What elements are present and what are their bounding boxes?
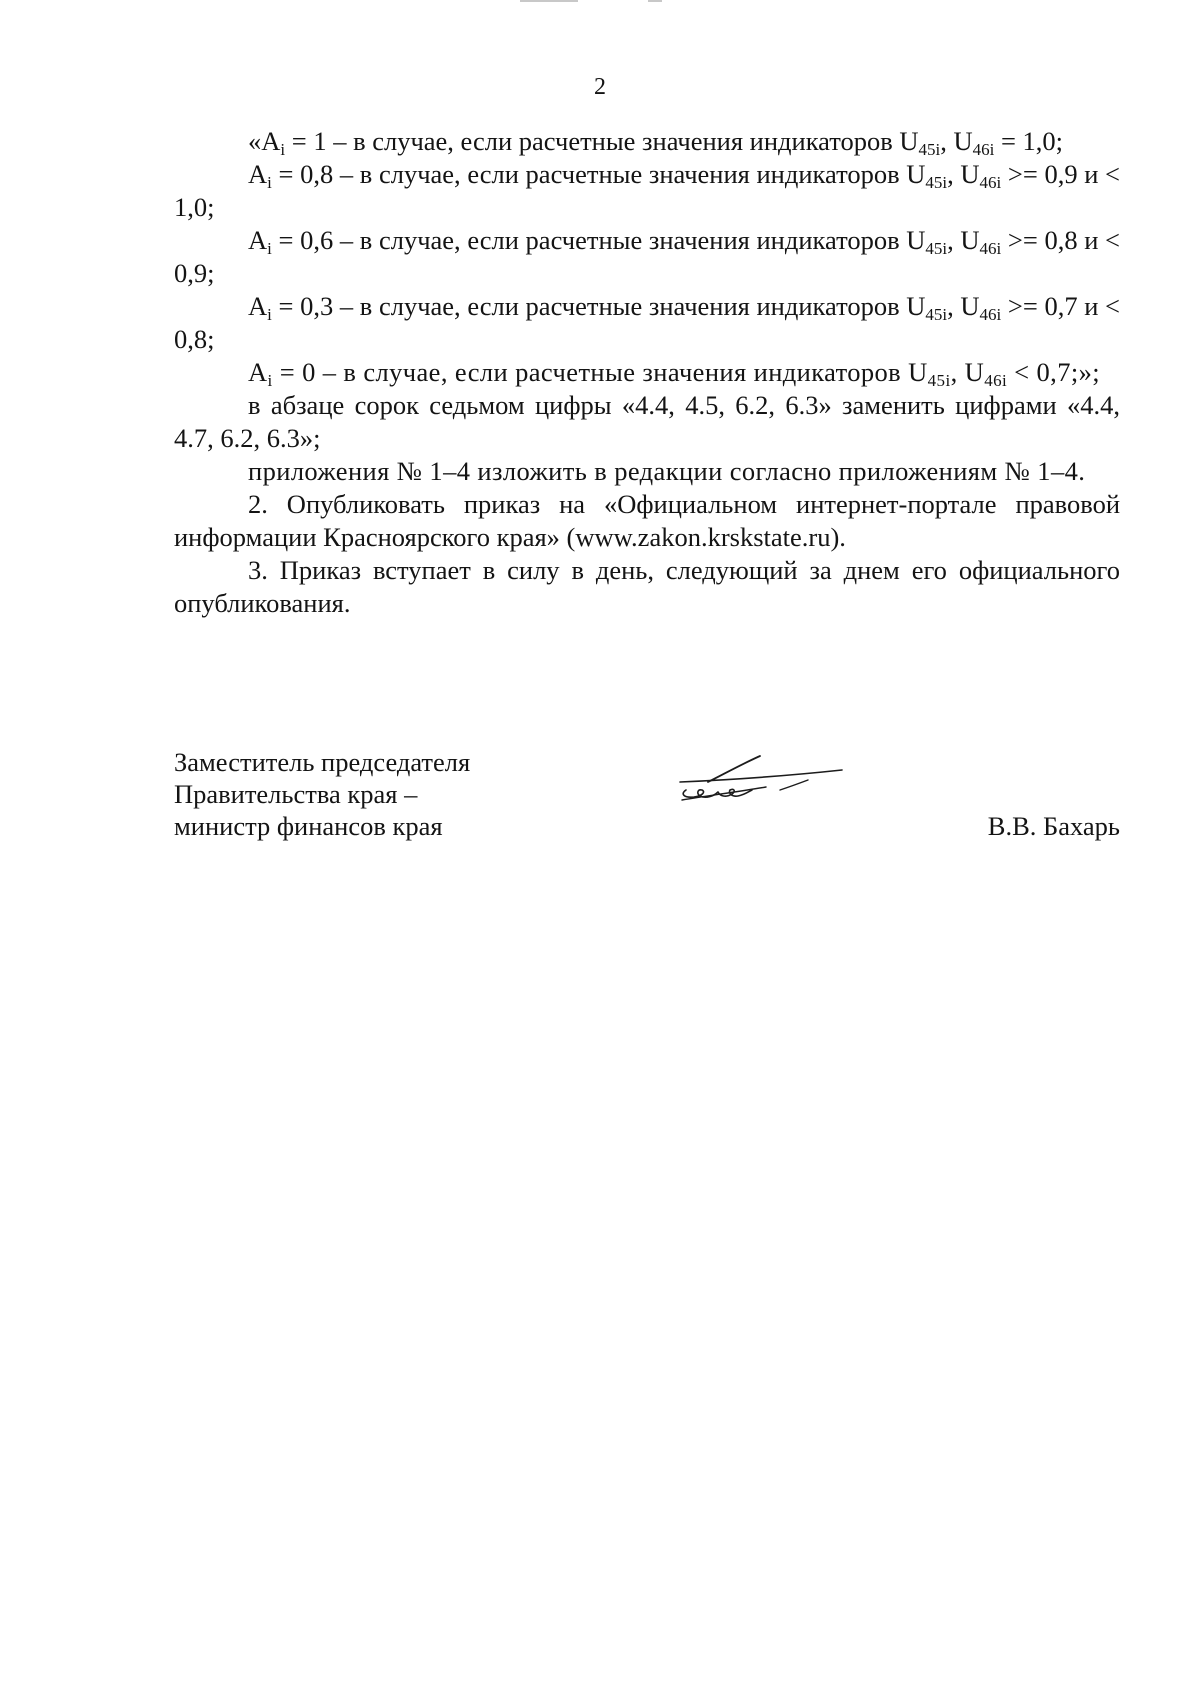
signer-position-line: Заместитель председателя [174,747,471,777]
amendment-paragraph-47: в абзаце сорок седьмом цифры «4.4, 4.5, 6.2, 6.3» заменить цифрами «4.4, 4.7, 6.2, 6.3»; [174,390,1120,453]
signature-block [174,746,1120,856]
scan-artifact-mark [648,0,662,2]
signer-position [174,746,470,842]
coefficient-rule-5: $A_i = 0 - в$ случае, если расчетные значения индикаторов $U_{45i}$, $U_{46i} < 0,7$;»; [248,357,1101,390]
handwritten-signature [676,752,856,812]
signer-position-line: Правительства края – [174,779,418,809]
signer-position-line: министр финансов края [174,811,443,841]
coefficient-rule-2: $A_i = 0,8 - в$ случае, если расчетные значения индикаторов $U_{45i}$, $U_{46i} >= 0,9$ и < 1,0; [174,159,1121,222]
amendment-appendices: приложения № 1–4 изложить в редакции согласно приложениям № 1–4. [248,456,1086,486]
coefficient-rule-4: $A_i = 0,3 - в$ случае, если расчетные значения индикаторов $U_{45i}$, $U_{46i} >= 0,7$ и < 0,8; [174,291,1121,354]
publication-clause: 2. Опубликовать приказ на «Официальном интернет-портале правовой информации Красноярского края» (www.zakon.krskstate.ru). [174,489,1120,552]
effective-date-clause: 3. Приказ вступает в силу в день, следующий за днем его официального опубликования. [174,555,1120,618]
signer-name: В.В. Бахарь [987,811,1120,841]
page-number: 2 [594,74,606,100]
document-body [174,125,1120,620]
scan-artifact-mark [520,0,578,2]
coefficient-rule-1: «$A_i = 1 - в$ случае, если расчетные значения индикаторов $U_{45i}$, $U_{46i} = 1,0$; [248,126,1064,159]
coefficient-rule-3: $A_i = 0,6 - в$ случае, если расчетные значения индикаторов $U_{45i}$, $U_{46i} >= 0,8$ и < 0,9; [174,225,1121,288]
